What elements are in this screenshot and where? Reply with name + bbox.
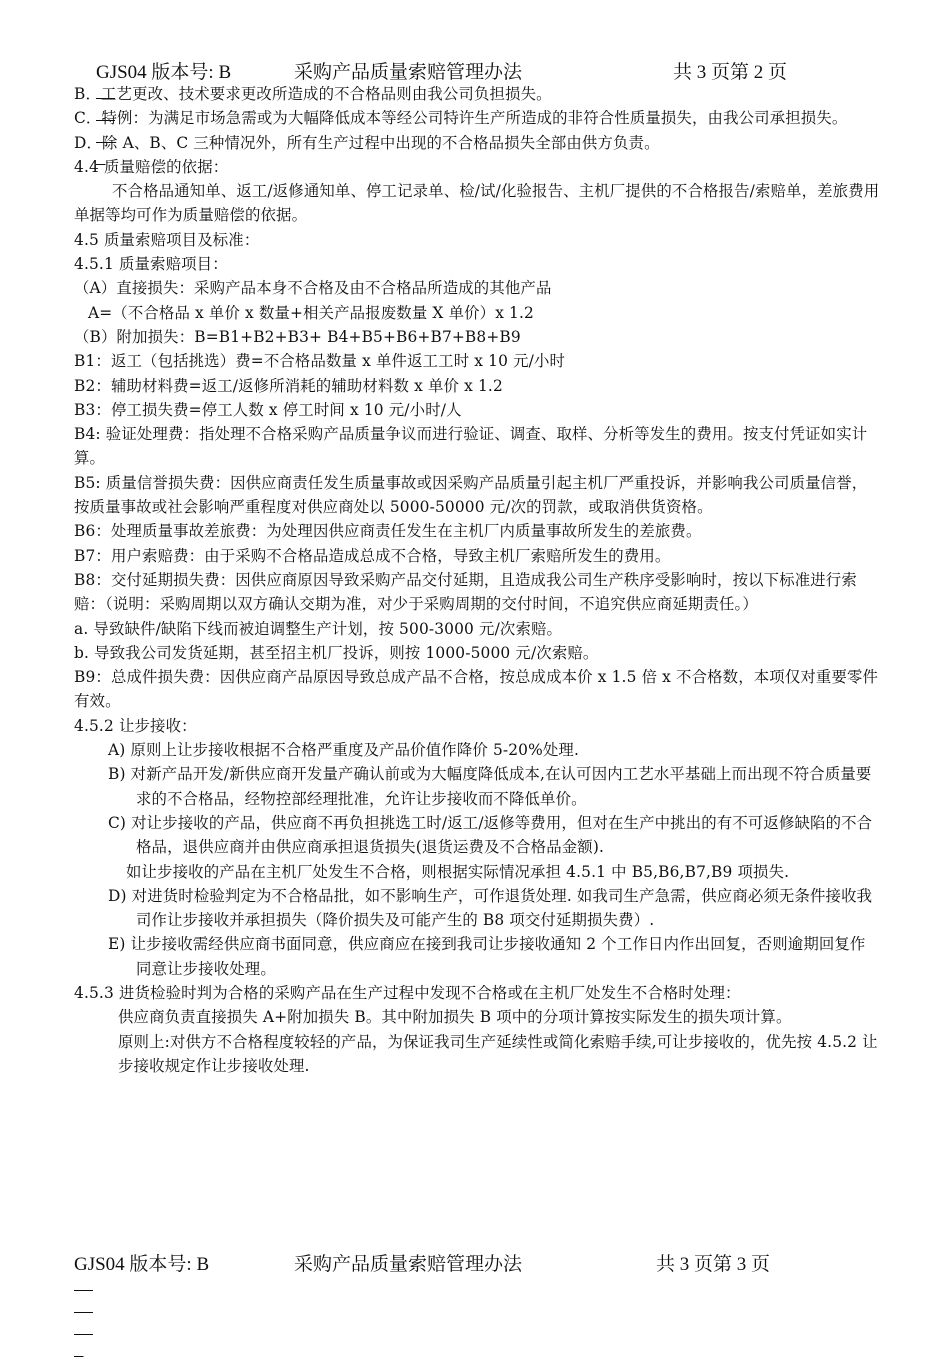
- page-header: [96, 57, 816, 81]
- item-b2: B2：辅助材料费=返工/返修所消耗的辅助材料数 x 单价 x 1.2: [74, 376, 503, 395]
- document-body: [74, 82, 880, 1078]
- clause-c: C．特例：为满足市场急需或为大幅降低成本等经公司特许生产所造成的非符合性质量损失，由我公司承担损失。: [74, 109, 848, 128]
- item-b5: B5: 质量信誉损失费：因供应商责任发生质量事故或因采购产品质量引起主机厂严重投诉，并影响我公司质量信誉，按质量事故或社会影响严重程度对供应商处以 5000-50000 元/次的罚款，或取消供货资格。: [74, 473, 868, 517]
- concession-item-a: A) 原则上让步接收根据不合格严重度及产品价值作降价 5-20%处理.: [108, 741, 580, 760]
- section-4-5-3-text-2: 原则上:对供方不合格程度较轻的产品，为保证我司生产延续性或简化索赔手续,可让步接收的，优先按 4.5.2 让步接收规定作让步接收处理.: [118, 1032, 878, 1075]
- direct-loss-formula: A=（不合格品 x 单价 x 数量+相关产品报废数量 X 单价）x 1.2: [88, 303, 534, 322]
- item-b7: B7：用户索赔费：由于采购不合格品造成总成不合格，导致主机厂索赔所发生的费用。: [74, 546, 671, 565]
- footer-page-info: 共 3 页第 3 页: [656, 1254, 771, 1275]
- item-b8-a: a. 导致缺件/缺陷下线而被迫调整生产计划，按 500-3000 元/次索赔。: [74, 619, 563, 638]
- section-4-5-2-heading: 4.5.2 让步接收：: [74, 716, 197, 735]
- concession-item-d: D) 对进货时检验判定为不合格品批，如不影响生产，可作退货处理. 如我司生产急需，供应商必须无条件接收我司作让步接收并承担损失（降价损失及可能产生的 B8 项交付延期损失费）.: [108, 886, 873, 930]
- header-page-info: 共 3 页第 2 页: [673, 62, 788, 83]
- concession-item-c: C) 对让步接收的产品，供应商不再负担挑选工时/返工/返修等费用，但对在生产中挑出的有不可返修缺陷的不合格品，退供应商并由供应商承担退货损失(退货运费及不合格品金额).: [108, 813, 873, 857]
- direct-loss-title: （A）直接损失：采购产品本身不合格及由不合格品所造成的其他产品: [74, 279, 552, 298]
- item-b3: B3：停工损失费=停工人数 x 停工时间 x 10 元/小时/人: [74, 400, 462, 419]
- concession-item-e: E) 让步接收需经供应商书面同意，供应商应在接到我司让步接收通知 2 个工作日内作出回复，否则逾期回复作同意让步接收处理。: [108, 935, 866, 978]
- item-b4: B4: 验证处理费：指处理不合格采购产品质量争议而进行验证、调查、取样、分析等发生的费用。按支付凭证如实计算。: [74, 425, 868, 468]
- clause-d: D．除 A、B、C 三种情况外，所有生产过程中出现的不合格品损失全部由供方负责。: [74, 133, 660, 152]
- concession-item-b: B) 对新产品开发/新供应商开发量产确认前或为大幅度降低成本,在认可因内工艺水平基础上而出现不符合质量要求的不合格品，经物控部经理批准，允许让步接收而不降低单价。: [108, 765, 872, 808]
- footer-doc-title: 采购产品质量索赔管理办法: [294, 1254, 523, 1275]
- section-4-5-3-text-1: 供应商负责直接损失 A+附加损失 B。其中附加损失 B 项中的分项计算按实际发生的损失项计算。: [118, 1008, 792, 1027]
- item-b1: B1：返工（包括挑选）费=不合格品数量 x 单件返工工时 x 10 元/小时: [74, 352, 566, 371]
- section-4-5-1-heading: 4.5.1 质量索赔项目：: [74, 255, 228, 274]
- header-doc-code: GJS04 版本号: B: [96, 62, 232, 83]
- additional-loss-title: （B）附加损失：B=B1+B2+B3+ B4+B5+B6+B7+B8+B9: [74, 327, 521, 346]
- page-footer: [74, 1249, 794, 1273]
- item-b8-b: b. 导致我公司发货延期，甚至招主机厂投诉，则按 1000-5000 元/次索赔。: [74, 643, 599, 662]
- clause-b: B．工艺更改、技术要求更改所造成的不合格品则由我公司负担损失。: [74, 85, 552, 103]
- section-4-5-3-heading: 4.5.3 进货检验时判为合格的采购产品在生产过程中发现不合格或在主机厂处发生不合格时处理：: [74, 983, 741, 1002]
- header-doc-title: 采购产品质量索赔管理办法: [294, 62, 523, 83]
- item-b8: B8：交付延期损失费：因供应商原因导致采购产品交付延期，且造成我公司生产秩序受影响时，按以下标准进行索赔：（说明：采购周期以双方确认交期为准，对少于采购周期的交付时间，不追究供应商延期责任。）: [74, 570, 857, 614]
- item-b6: B6：处理质量事故差旅费：为处理因供应商责任发生在主机厂内质量事故所发生的差旅费。: [74, 522, 702, 541]
- item-b9: B9：总成件损失费：因供应商产品原因导致总成产品不合格，按总成成本价 x 1.5 倍 x 不合格数，本项仅对重要零件有效。: [74, 668, 879, 711]
- section-4-4-heading: 4.4 质量赔偿的依据：: [74, 157, 229, 176]
- footer-doc-code: GJS04 版本号: B: [74, 1254, 210, 1275]
- section-4-5-heading: 4.5 质量索赔项目及标准：: [74, 230, 260, 249]
- section-4-4-text: 不合格品通知单、返工/返修通知单、停工记录单、检/试/化验报告、主机厂提供的不合格报告/索赔单，差旅费用单据等均可作为质量赔偿的依据。: [74, 182, 880, 225]
- concession-item-c-note: 如让步接收的产品在主机厂处发生不合格，则根据实际情况承担 4.5.1 中 B5,B6,B7,B9 项损失.: [126, 862, 790, 881]
